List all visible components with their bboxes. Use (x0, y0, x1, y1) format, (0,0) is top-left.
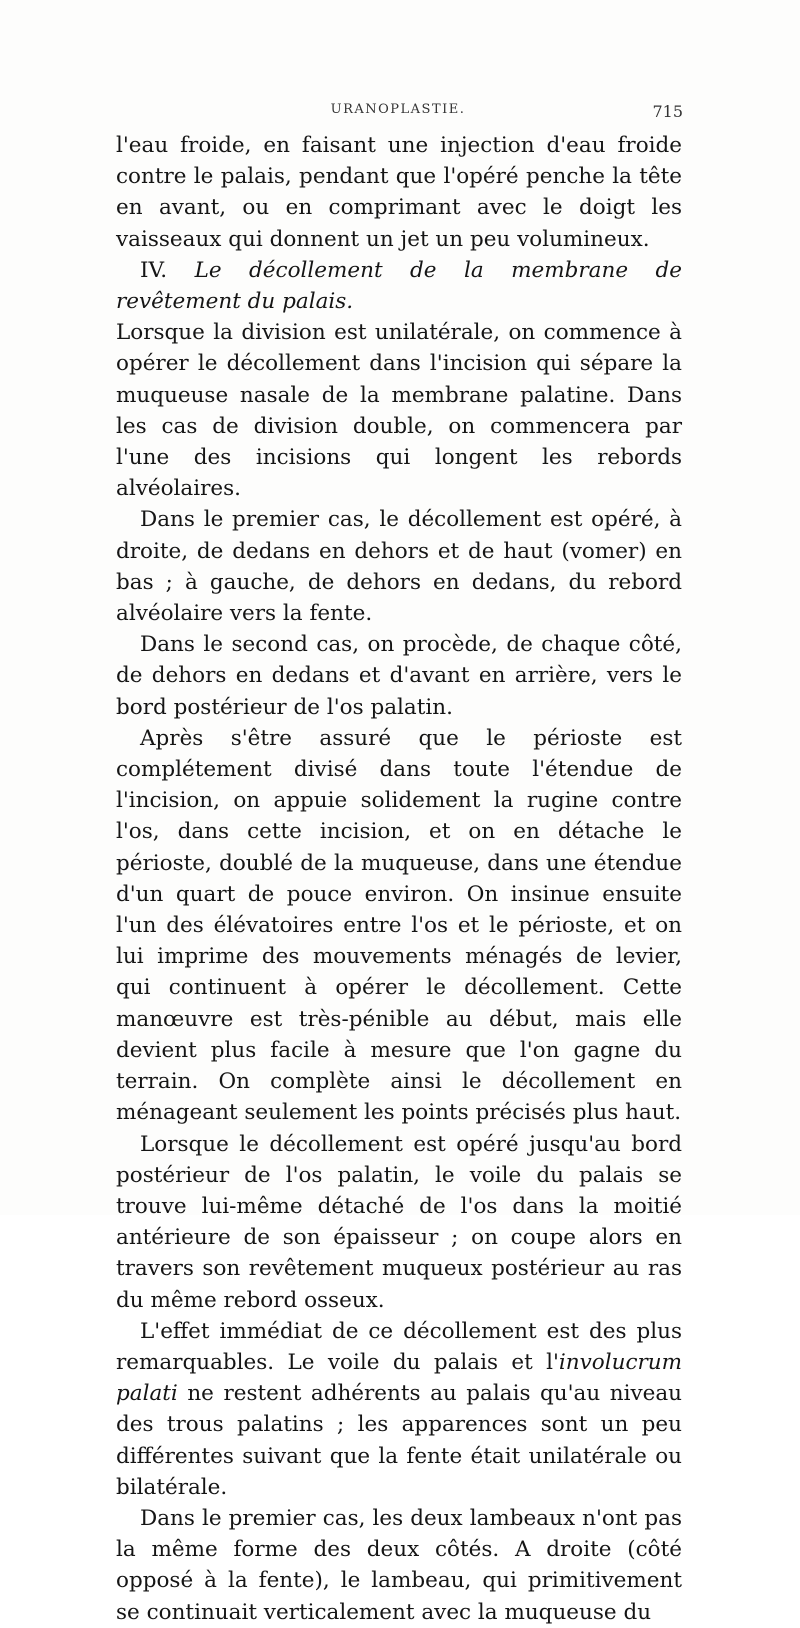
running-head (113, 102, 683, 122)
running-title: URANOPLASTIE. (330, 102, 466, 117)
paragraph-text: ne restent adhérents au palais qu'au niveau des trous palatins ; les apparences sont un peu différentes suivant que la fente était unilatérale ou bilatérale. (116, 1381, 682, 1500)
paragraph (116, 1316, 682, 1503)
paragraph: Lorsque la division est unilatérale, on commence à opérer le décollement dans l'incision qui sépare la muqueuse nasale de la membrane palatine. Dans les cas de division double, on commencera par l'une des incisions qui longent les rebords alvéolaires. (116, 320, 682, 502)
paragraph: Dans le premier cas, les deux lambeaux n'ont pas la même forme des deux côtés. A droite (côté opposé à la fente), le lambeau, qui primitivement se continuait verticalement avec la muqueuse du (116, 1505, 682, 1625)
paragraph-text: L'effet immédiat de ce décollement est des plus remarquables. Le voile du palais et l' (116, 1318, 682, 1375)
section-number: IV. (140, 257, 168, 283)
paragraph-continued: l'eau froide, en faisant une injection d'eau froide contre le palais, pendant que l'opéré penche la tête en avant, ou en comprimant avec le doigt les vaisseaux qui donnent un jet un peu volumineux. (116, 133, 682, 252)
paragraph: Lorsque le décollement est opéré jusqu'au bord postérieur de l'os palatin, le voile du palais se trouve lui-même détaché de l'os dans la moitié antérieure de son épaisseur ; on coupe alors en travers son revêtement muqueux postérieur au ras du même rebord osseux. (116, 1131, 682, 1313)
section-title: Le décollement de la membrane de revêtement du palais. (116, 257, 683, 315)
paragraph: Dans le second cas, on procède, de chaque côté, de dehors en dedans et d'avant en arrière, vers le bord postérieur de l'os palatin. (116, 632, 682, 720)
latin-term: involucrum palati (116, 1349, 682, 1407)
paragraph: Après s'être assuré que le périoste est complétement divisé dans toute l'étendue de l'incision, on appuie solidement la rugine contre l'os, dans cette incision, et on en détache le périoste, doublé de la muqueuse, dans une étendue d'un quart de pouce environ. On insinue ensuite l'un des élévatoires entre l'os et le périoste, et on lui imprime des mouvements ménagés de levier, qui continuent à opérer le décollement. Cette manœuvre est très-pénible au début, mais elle devient plus facile à mesure que l'on gagne du terrain. On complète ainsi le décollement en ménageant seulement les points précisés plus haut. (116, 725, 682, 1126)
section-heading (116, 255, 682, 317)
body-text (116, 130, 682, 1628)
paragraph: Dans le premier cas, le décollement est opéré, à droite, de dedans en dehors et de haut (vomer) en bas ; à gauche, de dehors en dedans, du rebord alvéolaire vers la fente. (116, 507, 682, 627)
page-number: 715 (652, 102, 683, 121)
